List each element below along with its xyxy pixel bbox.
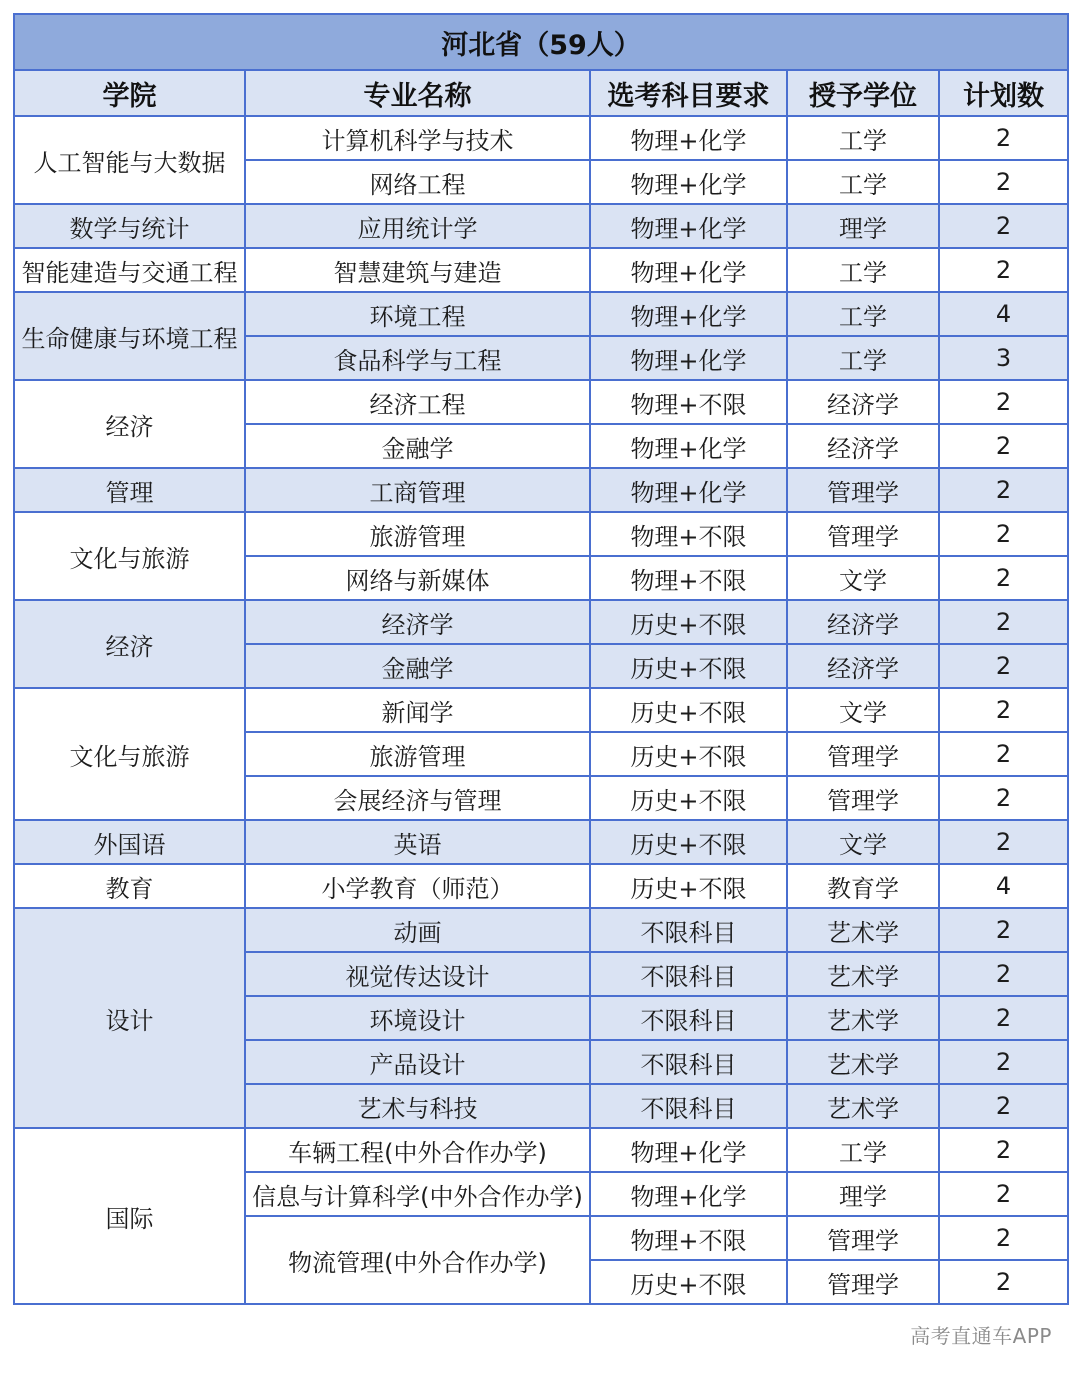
subject-cell: 物理+化学 — [590, 248, 787, 292]
degree-cell: 艺术学 — [787, 952, 939, 996]
subject-cell: 历史+不限 — [590, 600, 787, 644]
subject-cell: 历史+不限 — [590, 776, 787, 820]
plan-cell: 2 — [939, 424, 1068, 468]
plan-cell: 4 — [939, 292, 1068, 336]
table-row — [14, 600, 1068, 644]
plan-cell: 2 — [939, 160, 1068, 204]
degree-cell: 文学 — [787, 820, 939, 864]
table-row — [14, 292, 1068, 336]
header-college: 学院 — [14, 70, 245, 116]
table-row — [14, 248, 1068, 292]
major-cell: 智慧建筑与建造 — [245, 248, 590, 292]
plan-cell: 2 — [939, 248, 1068, 292]
plan-cell: 2 — [939, 1172, 1068, 1216]
degree-cell: 管理学 — [787, 732, 939, 776]
major-cell: 旅游管理 — [245, 732, 590, 776]
subject-cell: 历史+不限 — [590, 688, 787, 732]
plan-cell: 2 — [939, 204, 1068, 248]
degree-cell: 管理学 — [787, 1260, 939, 1304]
college-cell: 数学与统计 — [14, 204, 245, 248]
subject-cell: 物理+化学 — [590, 468, 787, 512]
plan-cell: 2 — [939, 556, 1068, 600]
table-row — [14, 204, 1068, 248]
degree-cell: 工学 — [787, 292, 939, 336]
major-cell: 旅游管理 — [245, 512, 590, 556]
degree-cell: 艺术学 — [787, 996, 939, 1040]
degree-cell: 工学 — [787, 1128, 939, 1172]
plan-cell: 2 — [939, 776, 1068, 820]
plan-cell: 2 — [939, 1040, 1068, 1084]
major-cell: 金融学 — [245, 644, 590, 688]
major-cell: 经济学 — [245, 600, 590, 644]
college-cell: 经济 — [14, 380, 245, 468]
plan-cell: 2 — [939, 688, 1068, 732]
plan-cell: 2 — [939, 1216, 1068, 1260]
subject-cell: 不限科目 — [590, 952, 787, 996]
table-row — [14, 688, 1068, 732]
major-cell: 网络与新媒体 — [245, 556, 590, 600]
major-cell: 产品设计 — [245, 1040, 590, 1084]
college-cell: 文化与旅游 — [14, 688, 245, 820]
college-cell: 外国语 — [14, 820, 245, 864]
table-row — [14, 380, 1068, 424]
major-cell: 信息与计算科学(中外合作办学) — [245, 1172, 590, 1216]
degree-cell: 经济学 — [787, 424, 939, 468]
degree-cell: 教育学 — [787, 864, 939, 908]
plan-cell: 2 — [939, 1084, 1068, 1128]
degree-cell: 文学 — [787, 688, 939, 732]
table-header-row — [14, 70, 1068, 116]
plan-cell: 2 — [939, 644, 1068, 688]
subject-cell: 物理+化学 — [590, 1172, 787, 1216]
header-subject: 选考科目要求 — [590, 70, 787, 116]
table-row — [14, 820, 1068, 864]
plan-cell: 2 — [939, 1128, 1068, 1172]
plan-cell: 3 — [939, 336, 1068, 380]
college-cell: 设计 — [14, 908, 245, 1128]
table-row — [14, 468, 1068, 512]
degree-cell: 工学 — [787, 248, 939, 292]
major-cell: 英语 — [245, 820, 590, 864]
subject-cell: 不限科目 — [590, 908, 787, 952]
subject-cell: 历史+不限 — [590, 864, 787, 908]
plan-cell: 2 — [939, 116, 1068, 160]
major-cell: 金融学 — [245, 424, 590, 468]
subject-cell: 物理+不限 — [590, 1216, 787, 1260]
college-cell: 经济 — [14, 600, 245, 688]
degree-cell: 文学 — [787, 556, 939, 600]
degree-cell: 工学 — [787, 116, 939, 160]
table-row — [14, 908, 1068, 952]
degree-cell: 理学 — [787, 204, 939, 248]
subject-cell: 不限科目 — [590, 996, 787, 1040]
major-cell: 工商管理 — [245, 468, 590, 512]
major-cell: 小学教育（师范） — [245, 864, 590, 908]
subject-cell: 历史+不限 — [590, 732, 787, 776]
table-row — [14, 116, 1068, 160]
subject-cell: 历史+不限 — [590, 820, 787, 864]
major-cell: 会展经济与管理 — [245, 776, 590, 820]
header-major: 专业名称 — [245, 70, 590, 116]
degree-cell: 经济学 — [787, 380, 939, 424]
major-cell: 计算机科学与技术 — [245, 116, 590, 160]
degree-cell: 工学 — [787, 160, 939, 204]
table-row — [14, 512, 1068, 556]
table-title-row — [14, 14, 1068, 70]
plan-cell: 2 — [939, 380, 1068, 424]
table-title: 河北省（59人） — [14, 14, 1068, 70]
plan-cell: 4 — [939, 864, 1068, 908]
table-row — [14, 1128, 1068, 1172]
major-cell: 网络工程 — [245, 160, 590, 204]
college-cell: 人工智能与大数据 — [14, 116, 245, 204]
subject-cell: 历史+不限 — [590, 644, 787, 688]
degree-cell: 理学 — [787, 1172, 939, 1216]
subject-cell: 历史+不限 — [590, 1260, 787, 1304]
plan-cell: 2 — [939, 512, 1068, 556]
major-cell: 动画 — [245, 908, 590, 952]
degree-cell: 经济学 — [787, 600, 939, 644]
degree-cell: 艺术学 — [787, 908, 939, 952]
header-degree: 授予学位 — [787, 70, 939, 116]
table-body — [14, 116, 1068, 1304]
degree-cell: 管理学 — [787, 776, 939, 820]
subject-cell: 物理+化学 — [590, 424, 787, 468]
plan-cell: 2 — [939, 996, 1068, 1040]
admission-plan-table — [13, 13, 1069, 1305]
header-plan: 计划数 — [939, 70, 1068, 116]
college-cell: 智能建造与交通工程 — [14, 248, 245, 292]
major-cell: 物流管理(中外合作办学) — [245, 1216, 590, 1304]
major-cell: 经济工程 — [245, 380, 590, 424]
degree-cell: 经济学 — [787, 644, 939, 688]
major-cell: 应用统计学 — [245, 204, 590, 248]
plan-cell: 2 — [939, 952, 1068, 996]
degree-cell: 管理学 — [787, 468, 939, 512]
subject-cell: 不限科目 — [590, 1040, 787, 1084]
plan-cell: 2 — [939, 820, 1068, 864]
plan-cell: 2 — [939, 732, 1068, 776]
subject-cell: 物理+不限 — [590, 556, 787, 600]
plan-cell: 2 — [939, 468, 1068, 512]
degree-cell: 艺术学 — [787, 1084, 939, 1128]
major-cell: 新闻学 — [245, 688, 590, 732]
table-row — [14, 864, 1068, 908]
major-cell: 环境工程 — [245, 292, 590, 336]
degree-cell: 艺术学 — [787, 1040, 939, 1084]
major-cell: 艺术与科技 — [245, 1084, 590, 1128]
subject-cell: 物理+化学 — [590, 204, 787, 248]
plan-cell: 2 — [939, 1260, 1068, 1304]
major-cell: 车辆工程(中外合作办学) — [245, 1128, 590, 1172]
subject-cell: 物理+化学 — [590, 336, 787, 380]
subject-cell: 物理+化学 — [590, 292, 787, 336]
plan-cell: 2 — [939, 908, 1068, 952]
plan-cell: 2 — [939, 600, 1068, 644]
major-cell: 食品科学与工程 — [245, 336, 590, 380]
major-cell: 环境设计 — [245, 996, 590, 1040]
major-cell: 视觉传达设计 — [245, 952, 590, 996]
college-cell: 文化与旅游 — [14, 512, 245, 600]
college-cell: 管理 — [14, 468, 245, 512]
degree-cell: 工学 — [787, 336, 939, 380]
subject-cell: 物理+化学 — [590, 160, 787, 204]
college-cell: 生命健康与环境工程 — [14, 292, 245, 380]
degree-cell: 管理学 — [787, 512, 939, 556]
subject-cell: 物理+化学 — [590, 1128, 787, 1172]
degree-cell: 管理学 — [787, 1216, 939, 1260]
subject-cell: 物理+不限 — [590, 380, 787, 424]
subject-cell: 物理+化学 — [590, 116, 787, 160]
admission-table-container — [13, 13, 1067, 1305]
watermark: 高考直通车APP — [910, 1324, 1052, 1348]
college-cell: 教育 — [14, 864, 245, 908]
college-cell: 国际 — [14, 1128, 245, 1304]
subject-cell: 物理+不限 — [590, 512, 787, 556]
subject-cell: 不限科目 — [590, 1084, 787, 1128]
